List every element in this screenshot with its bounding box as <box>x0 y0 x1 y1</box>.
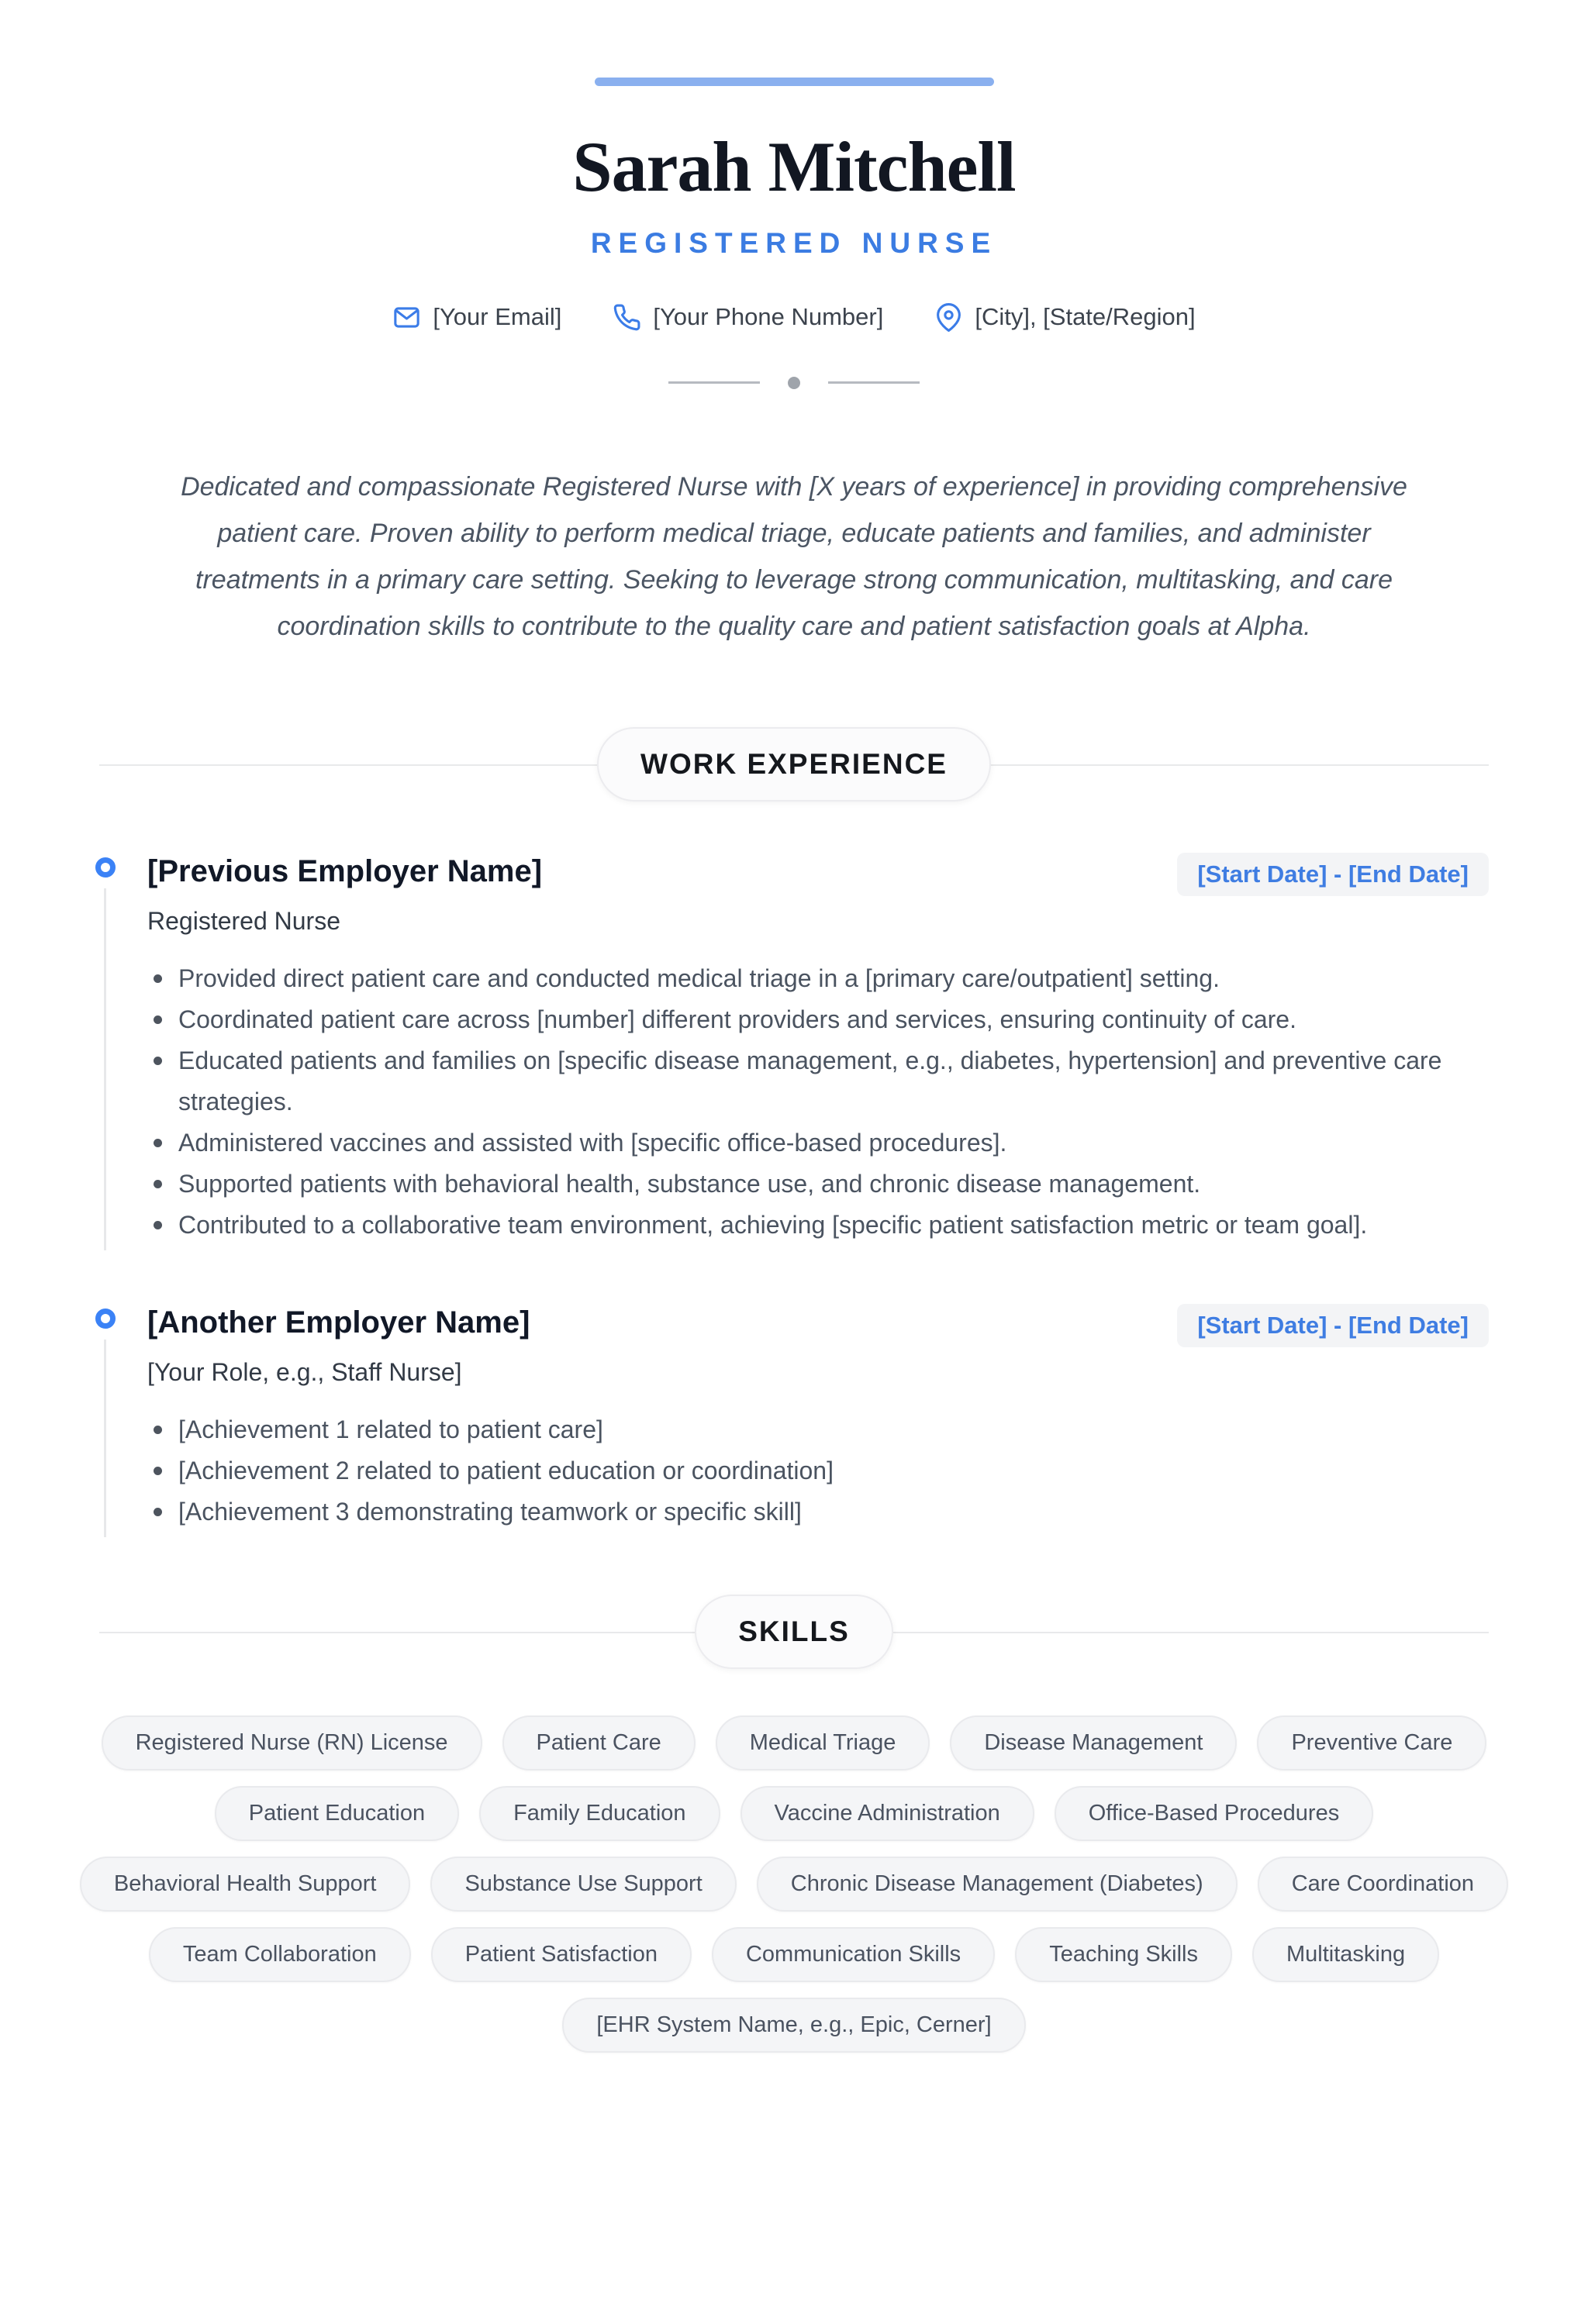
timeline-line <box>104 888 106 1250</box>
contact-phone <box>613 303 883 332</box>
job-bullet: [Achievement 2 related to patient education or coordination] <box>147 1450 1489 1491</box>
job-bullet: [Achievement 1 related to patient care] <box>147 1409 1489 1450</box>
skill-tag: Disease Management <box>950 1715 1237 1771</box>
skills-list <box>0 1715 1588 2053</box>
entry-header <box>147 853 1489 896</box>
skill-tag: Family Education <box>479 1786 720 1841</box>
skill-tag: [EHR System Name, e.g., Epic, Cerner] <box>562 1998 1025 2053</box>
summary-paragraph: Dedicated and compassionate Registered Nurse with [X years of experience] in providing comprehensive patient care. Proven ability to perform medical triage, educate patients and families, and administer treatments in a primary care setting. Seeking to leverage strong communication, multitasking, and care coordination skills to contribute to the quality care and patient satisfaction goals at Alpha. <box>181 471 1407 641</box>
skill-tag: Chronic Disease Management (Diabetes) <box>757 1857 1238 1912</box>
job-role: Registered Nurse <box>147 906 340 935</box>
work-entry-2 <box>99 1304 1489 1533</box>
job-bullet-list <box>147 958 1489 1246</box>
header-accent-bar <box>595 78 994 86</box>
contact-phone-label: [Your Phone Number] <box>653 303 884 331</box>
skill-tag: Care Coordination <box>1258 1857 1508 1912</box>
skill-tag: Vaccine Administration <box>740 1786 1034 1841</box>
contact-email-label: [Your Email] <box>433 303 562 331</box>
skill-row <box>0 1998 1588 2053</box>
skill-tag: Team Collaboration <box>149 1927 411 1982</box>
skill-tag: Registered Nurse (RN) License <box>102 1715 482 1771</box>
candidate-title: REGISTERED NURSE <box>590 226 998 259</box>
date-range-badge: [Start Date] - [End Date] <box>1177 1304 1489 1347</box>
skill-tag: Patient Satisfaction <box>431 1927 692 1982</box>
job-bullet: Coordinated patient care across [number] different providers and services, ensuring continuity of care. <box>147 999 1489 1040</box>
skill-tag: Teaching Skills <box>1015 1927 1232 1982</box>
divider-line <box>828 381 920 384</box>
skill-tag: Communication Skills <box>712 1927 995 1982</box>
skill-tag: Medical Triage <box>716 1715 930 1771</box>
skill-row <box>0 1927 1588 1982</box>
resume-page <box>0 78 1588 2324</box>
divider-line <box>668 381 760 384</box>
work-experience-entries <box>99 853 1489 1533</box>
skill-tag: Patient Education <box>215 1786 459 1841</box>
timeline-line <box>104 1340 106 1537</box>
skill-tag: Substance Use Support <box>430 1857 736 1912</box>
location-icon <box>934 303 963 332</box>
contact-location <box>934 303 1195 332</box>
divider-dot <box>788 377 800 389</box>
contact-location-label: [City], [State/Region] <box>975 303 1196 331</box>
skill-tag: Multitasking <box>1252 1927 1439 1982</box>
skill-tag: Preventive Care <box>1257 1715 1486 1771</box>
job-role: [Your Role, e.g., Staff Nurse] <box>147 1357 462 1386</box>
job-bullet: Educated patients and families on [specific disease management, e.g., diabetes, hypertension] and preventive care strategies. <box>147 1040 1489 1122</box>
mail-icon <box>392 303 421 332</box>
work-experience-section-title: WORK EXPERIENCE <box>597 727 991 802</box>
timeline-marker-icon <box>95 1309 116 1329</box>
skills-section-title: SKILLS <box>695 1595 893 1669</box>
job-bullet-list <box>147 1409 1489 1533</box>
employer-name: [Another Employer Name] <box>147 1305 530 1340</box>
job-bullet: [Achievement 3 demonstrating teamwork or specific skill] <box>147 1491 1489 1533</box>
candidate-name: Sarah Mitchell <box>572 127 1016 206</box>
skill-tag: Office-Based Procedures <box>1055 1786 1373 1841</box>
skill-row <box>0 1786 1588 1841</box>
skill-row <box>0 1857 1588 1912</box>
entry-header <box>147 1304 1489 1347</box>
job-bullet: Administered vaccines and assisted with [specific office-based procedures]. <box>147 1122 1489 1164</box>
contact-row <box>0 303 1588 332</box>
skill-row <box>0 1715 1588 1771</box>
skills-section-header <box>99 1595 1489 1669</box>
employer-name: [Previous Employer Name] <box>147 853 543 888</box>
date-range-badge: [Start Date] - [End Date] <box>1177 853 1489 896</box>
skill-tag: Patient Care <box>502 1715 696 1771</box>
skill-tag: Behavioral Health Support <box>80 1857 411 1912</box>
work-experience-section-header <box>99 727 1489 802</box>
work-entry-1 <box>99 853 1489 1246</box>
timeline-marker-icon <box>95 857 116 878</box>
job-bullet: Contributed to a collaborative team environment, achieving [specific patient satisfaction metric or team goal]. <box>147 1205 1489 1246</box>
job-bullet: Provided direct patient care and conducted medical triage in a [primary care/outpatient] setting. <box>147 958 1489 999</box>
contact-email <box>392 303 561 332</box>
phone-icon <box>613 303 641 332</box>
header-divider <box>0 377 1588 389</box>
job-bullet: Supported patients with behavioral health, substance use, and chronic disease management. <box>147 1164 1489 1205</box>
